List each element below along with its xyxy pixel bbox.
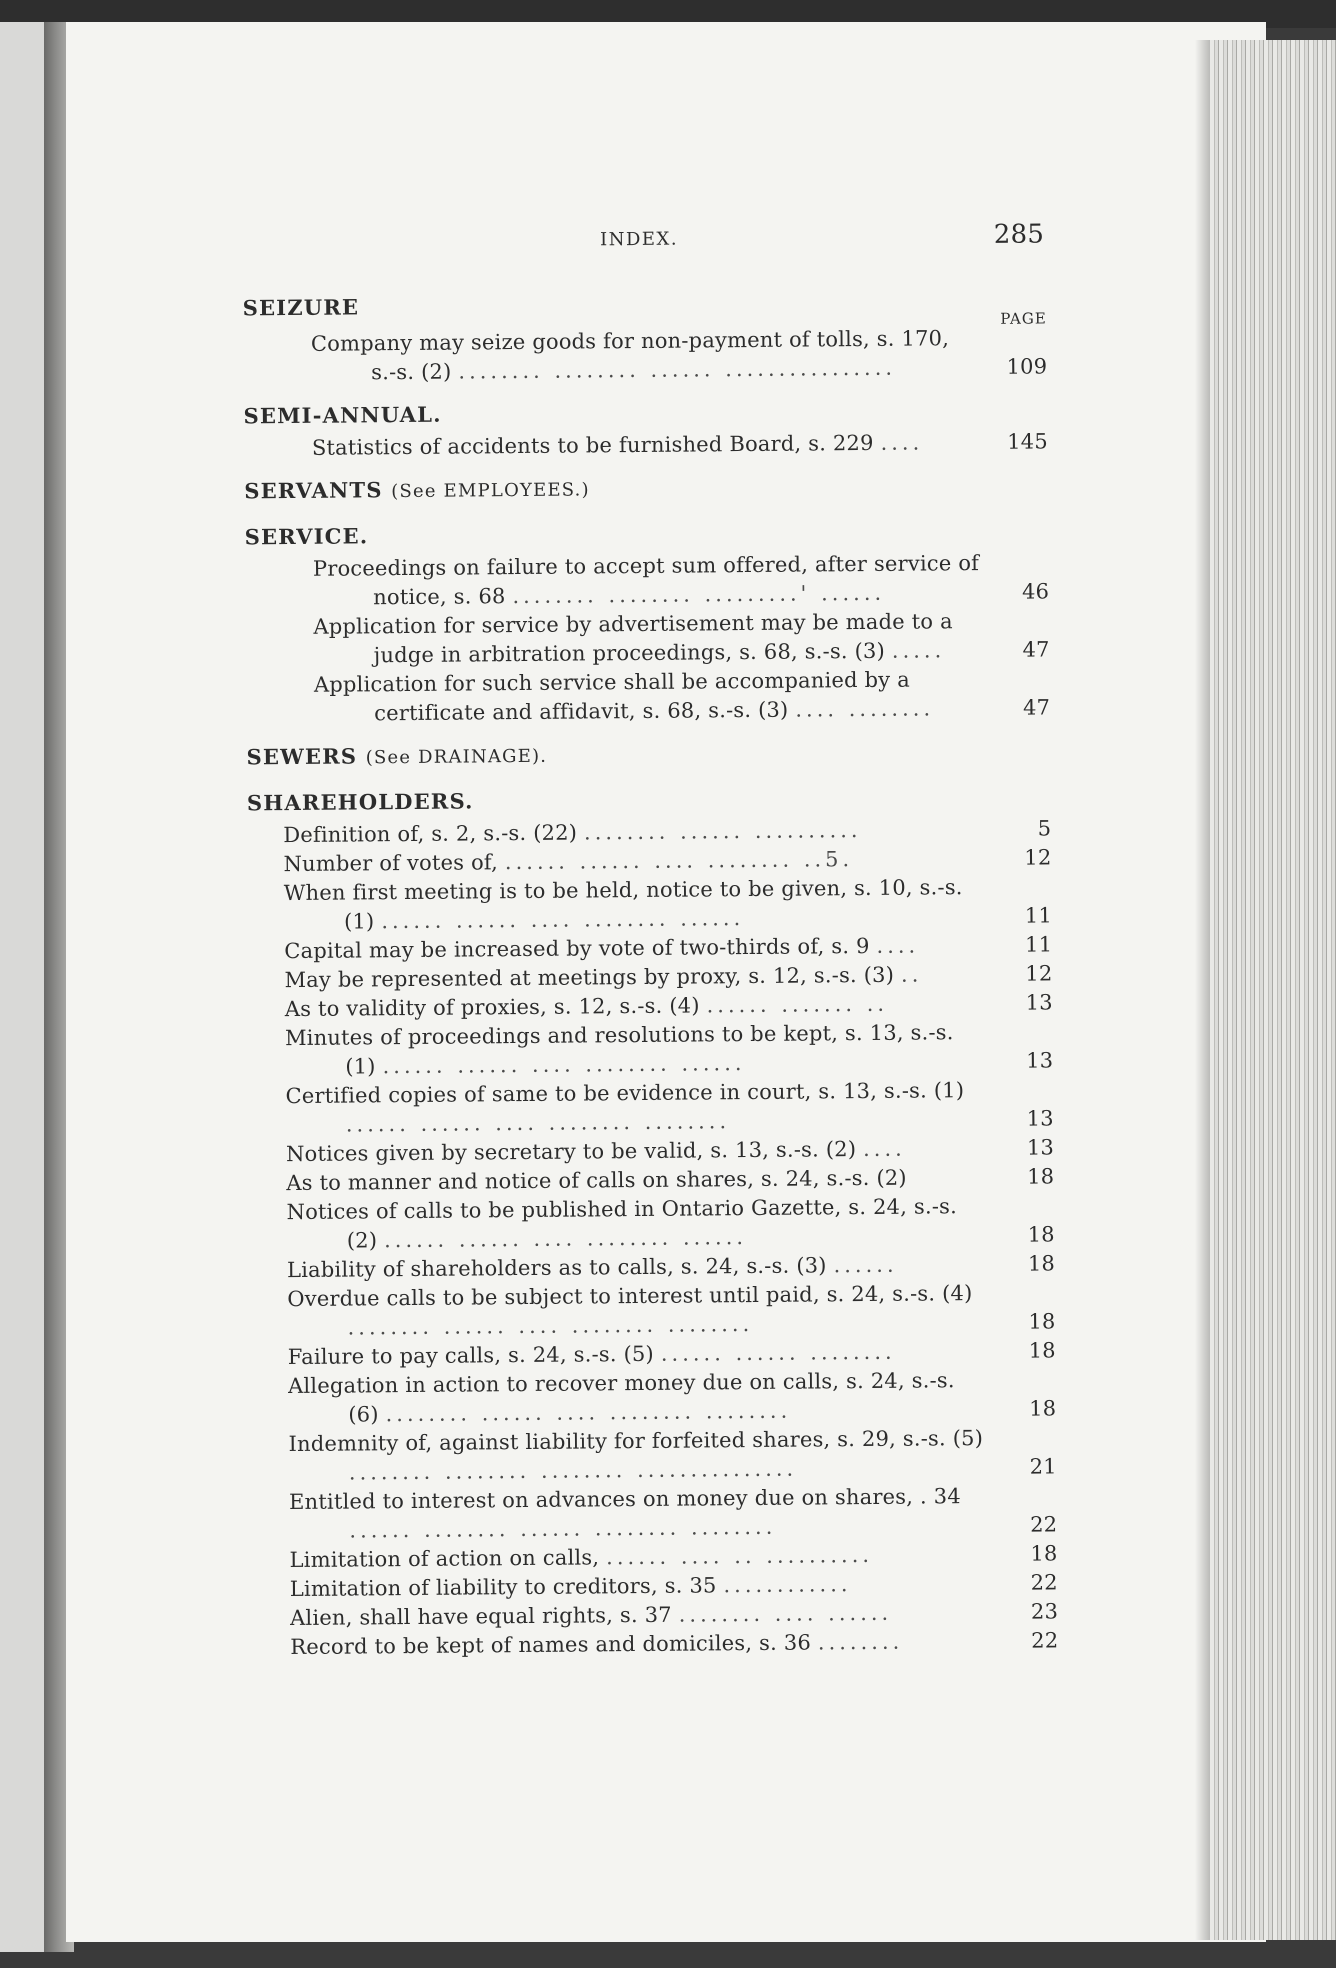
dot-leader: .... xyxy=(876,933,920,958)
dot-leader: ........ .... ...... xyxy=(678,1600,893,1627)
entry-text: Number of votes of, xyxy=(283,850,499,877)
entry-text: Limitation of liability to creditors, s. 35 xyxy=(289,1573,717,1602)
entry-page-number: 22 xyxy=(1030,1512,1058,1537)
entry-page-number: 18 xyxy=(1027,1222,1055,1247)
index-entry xyxy=(288,1423,1060,1488)
entry-page-number: 18 xyxy=(1027,1251,1056,1276)
entry-text: Certified copies of same to be evidence in court, s. 13, s.-s. (1) xyxy=(285,1078,965,1109)
entry-page-number: 22 xyxy=(1031,1628,1059,1653)
index-section xyxy=(243,391,1052,463)
dot-leader: .... xyxy=(880,430,924,455)
index-sections xyxy=(242,283,1063,1662)
index-content xyxy=(242,219,1062,1662)
dot-leader: .. xyxy=(900,962,923,987)
entry-page-number: 11 xyxy=(1024,903,1053,928)
dot-leader: ...... ........ ...... ........ ........ xyxy=(349,1514,777,1543)
entry-page-number: 47 xyxy=(1022,695,1051,720)
entry-page-number: 5 xyxy=(1037,816,1052,841)
entry-text: Statistics of accidents to be furnished Board, s. 229 xyxy=(311,430,874,460)
section-heading-text: SEWERS xyxy=(246,743,358,770)
entry-text: Limitation of action on calls, xyxy=(289,1545,600,1573)
entry-page-number: 18 xyxy=(1029,1396,1057,1421)
entry-text: Entitled to interest on advances on money due on shares, . 34 xyxy=(288,1484,961,1515)
section-heading xyxy=(244,466,1052,509)
index-entry xyxy=(314,664,1054,728)
entry-text: Application for such service shall be accompanied by a certificate and affidavit, s. 68, s.-s. (3) xyxy=(313,667,911,726)
page-stack-edges xyxy=(1210,40,1336,1940)
dot-leader: ............ xyxy=(723,1572,852,1598)
entry-text: Proceedings on failure to accept sum offered, after service of notice, s. 68 xyxy=(312,550,980,610)
entry-page-number: 18 xyxy=(1028,1309,1056,1334)
index-entry xyxy=(313,606,1053,670)
index-section xyxy=(242,283,1052,388)
entry-text: Alien, shall have equal rights, s. 37 xyxy=(289,1602,672,1631)
entry-text: Notices given by secretary to be valid, s. 13, s.-s. (2) xyxy=(285,1137,857,1167)
dot-leader: ...... xyxy=(833,1252,898,1278)
entry-text: Capital may be increased by vote of two-thirds of, s. 9 xyxy=(284,933,870,964)
entry-text: Minutes of proceedings and resolutions to be kept, s. 13, s.-s. (1) xyxy=(284,1020,954,1079)
entry-text: Notices of calls to be published in Ontario Gazette, s. 24, s.-s. (2) xyxy=(286,1194,958,1253)
index-section xyxy=(246,732,1054,775)
entry-page-number: 109 xyxy=(1006,354,1048,379)
index-entry xyxy=(286,1191,1058,1256)
entry-page-number: 18 xyxy=(1027,1164,1055,1189)
dot-leader: ........ ...... .... ........ ........ xyxy=(347,1311,754,1340)
dot-leader: ...... ...... .... ........ ...... xyxy=(382,1051,746,1079)
entry-page-number: 12 xyxy=(1024,845,1052,870)
index-entry xyxy=(311,323,1051,387)
dot-leader: ...... ...... .... ........ ........ xyxy=(345,1109,731,1137)
section-heading-text: SHAREHOLDERS. xyxy=(246,788,474,816)
dot-leader: ........ ...... .......... xyxy=(583,818,862,845)
running-head xyxy=(290,219,1050,280)
entry-text: Indemnity of, against liability for forfeited shares, s. 29, s.-s. (5) xyxy=(288,1425,984,1457)
index-entry xyxy=(285,1075,1057,1140)
entry-page-number: 23 xyxy=(1030,1599,1059,1624)
page-number: 285 xyxy=(993,219,1045,250)
see-reference: (See DRAINAGE). xyxy=(365,745,548,769)
dot-leader: ........ ........ ...... ................ xyxy=(458,355,897,384)
index-entry xyxy=(285,1017,1057,1082)
entry-text: As to validity of proxies, s. 12, s.-s. (4) xyxy=(284,993,700,1022)
dot-leader: ...... .... .. .......... xyxy=(606,1542,874,1570)
index-entry xyxy=(289,1481,1061,1546)
entry-page-number: 145 xyxy=(1007,429,1048,454)
entry-text: Failure to pay calls, s. 24, s.-s. (5) xyxy=(287,1341,655,1370)
index-section xyxy=(244,466,1052,509)
entry-text: Record to be kept of names and domiciles, s. 36 xyxy=(290,1630,812,1660)
dot-leader: ........ xyxy=(817,1629,904,1655)
entry-page-number: 18 xyxy=(1030,1541,1058,1566)
dot-leader: .... xyxy=(862,1136,906,1162)
entry-text: When first meeting is to be held, notice to be given, s. 10, s.-s. (1) xyxy=(283,875,963,934)
entry-text: Overdue calls to be subject to interest until paid, s. 24, s.-s. (4) xyxy=(287,1281,973,1312)
dot-leader: ...... ...... .... ........ ..5. xyxy=(504,847,854,875)
running-head-title: INDEX. xyxy=(599,228,679,251)
entry-text: As to manner and notice of calls on shares, s. 24, s.-s. (2) xyxy=(286,1165,907,1196)
entry-text: Definition of, s. 2, s.-s. (22) xyxy=(283,820,578,848)
entry-page-number: 13 xyxy=(1026,1048,1054,1073)
dot-leader: ........ ........ ........ ............... xyxy=(348,1456,798,1485)
section-heading-text: SERVICE. xyxy=(244,523,369,550)
page-column-label: PAGE xyxy=(1000,309,1047,328)
entry-page-number: 13 xyxy=(1026,1135,1055,1160)
index-section xyxy=(244,512,1055,729)
entry-page-number: 18 xyxy=(1028,1338,1056,1363)
section-heading-text: SERVANTS xyxy=(244,477,383,504)
index-entry xyxy=(287,1278,1059,1343)
section-heading-text: SEIZURE xyxy=(242,294,360,321)
section-heading xyxy=(246,732,1054,775)
entry-text: Allegation in action to recover money due on calls, s. 24, s.-s. (6) xyxy=(287,1368,955,1427)
index-entry xyxy=(288,1365,1060,1430)
dot-leader: ..... xyxy=(891,638,946,663)
dot-leader: ........ ........ .........' ...... xyxy=(512,580,886,609)
index-section xyxy=(246,778,1063,1662)
dot-leader: ...... ....... .. xyxy=(706,991,889,1018)
index-entry xyxy=(312,427,1052,462)
entry-text: Application for service by advertisement may be made to a judge in arbitration proceedings, s. 68, s.-s. (3) xyxy=(313,609,953,668)
entry-page-number: 13 xyxy=(1026,1106,1054,1131)
entry-page-number: 13 xyxy=(1025,990,1053,1015)
entry-page-number: 47 xyxy=(1022,637,1050,662)
dot-leader: .... ........ xyxy=(795,696,935,722)
see-reference: (See EMPLOYEES.) xyxy=(391,479,590,503)
entry-page-number: 22 xyxy=(1030,1570,1058,1595)
entry-text: May be represented at meetings by proxy, s. 12, s.-s. (3) xyxy=(284,962,895,993)
dot-leader: ........ ...... .... ........ ........ xyxy=(385,1398,792,1427)
entry-text: Liability of shareholders as to calls, s. 24, s.-s. (3) xyxy=(286,1253,827,1283)
entry-page-number: 11 xyxy=(1025,932,1053,957)
dot-leader: ...... ...... .... ........ ...... xyxy=(383,1225,748,1253)
dot-leader: ...... ...... .... ........ ...... xyxy=(381,906,745,934)
entry-page-number: 46 xyxy=(1021,579,1050,604)
entry-text: Company may seize goods for non-payment of tolls, s. 170, s.-s. (2) xyxy=(310,326,950,385)
index-entry xyxy=(313,548,1053,612)
entry-page-number: 21 xyxy=(1029,1454,1057,1479)
entry-page-number: 12 xyxy=(1025,961,1053,986)
dot-leader: ...... ...... ........ xyxy=(660,1339,896,1366)
index-entry xyxy=(284,872,1056,937)
section-heading-text: SEMI-ANNUAL. xyxy=(243,401,442,429)
